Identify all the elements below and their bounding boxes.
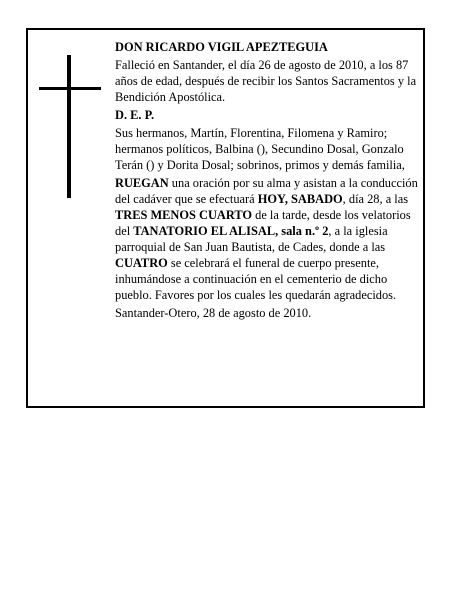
funeral-request [115, 175, 424, 303]
death-notice: Falleció en Santander, el día 26 de agosto de 2010, a los 87 años de edad, después de recibir los Santos Sacramentos y la Bendición Apostólica. [115, 58, 417, 104]
cross-vertical-bar [67, 55, 71, 198]
day-emphasis: HOY, SABADO [257, 192, 343, 206]
time-emphasis: TRES MENOS CUARTO [115, 208, 253, 222]
obituary-text [115, 39, 424, 323]
request-text-4: , a la iglesia parroquial de San Juan Bautista, de Cades, donde a las [115, 224, 388, 254]
request-text-5: se celebrará el funeral de cuerpo presente, inhumándose a continuación en el cementerio de dicho pueblo. Favores por los cuales les quedarán agradecidos. [115, 256, 397, 302]
cross-horizontal-bar [39, 87, 101, 90]
ruegan-word: RUEGAN [115, 176, 169, 190]
funeral-time-emphasis: CUATRO [115, 256, 168, 270]
funeral-home-emphasis: TANATORIO EL ALISAL, sala n.º 2 [133, 224, 329, 238]
obituary-notice [26, 28, 425, 408]
request-text-3: de la tarde, desde los velatorios del [115, 208, 411, 238]
deceased-name: DON RICARDO VIGIL APEZTEGUIA [115, 40, 328, 54]
dep-label: D. E. P. [115, 108, 155, 122]
request-text-1: una oración por su alma y asistan a la conducción del cadáver que se efectuará [115, 176, 418, 206]
cross-icon [39, 55, 113, 198]
request-text-2: , día 28, a las [342, 192, 409, 206]
place-date: Santander-Otero, 28 de agosto de 2010. [115, 306, 312, 320]
family-list: Sus hermanos, Martín, Florentina, Filomena y Ramiro; hermanos políticos, Balbina (), Secundino Dosal, Gonzalo Terán () y Dorita Dosal; sobrinos, primos y demás familia, [115, 126, 405, 172]
